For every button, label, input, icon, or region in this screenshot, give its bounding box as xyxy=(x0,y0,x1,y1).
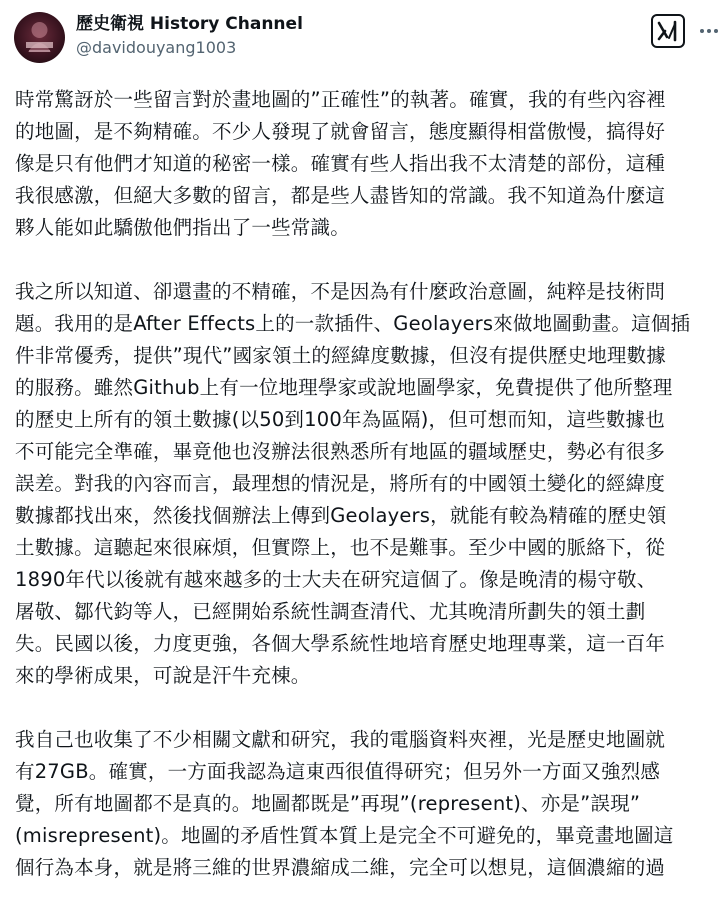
dot xyxy=(707,29,711,33)
grok-button[interactable] xyxy=(651,14,685,48)
post-body xyxy=(15,84,722,916)
grok-icon xyxy=(653,16,683,46)
author-display-name[interactable]: 歷史衛視 History Channel xyxy=(76,14,303,34)
history-channel-logo-icon xyxy=(14,12,65,63)
post-header xyxy=(0,0,725,86)
post-paragraph: 我之所以知道、卻還畫的不精確，不是因為有什麼政治意圖，純粹是技術問 題。我用的是After Effects上的一款插件、Geolayers來做地圖動畫。這個插 件非常優秀，提供”現代”國家領土的經緯度數據，但沒有提供歷史地理數據 的服務。雖然Github上有一位地理學家或說地圖學家，免費提供了他所整理 的歷史上所有的領土數據(以50到100年為區隔)，但可想而知，這些數據也 不可能完全準確，畢竟他也沒辦法很熟悉所有地區的疆域歷史，勢必有很多 誤差。對我的內容而言，最理想的情況是，將所有的中國領土變化的經緯度 數據都找出來，然後找個辦法上傳到Geolayers，就能有較為精確的歷史領 土數據。這聽起來很麻煩，但實際上，也不是難事。至少中國的脈絡下，從 1890年代以後就有越來越多的士大夫在研究這個了。像是晚清的楊守敬、 屠敬、鄒代鈞等人，已經開始系統性調查清代、尤其晚清所劃失的領土劃 失。民國以後，力度更強，各個大學系統性地培育歷史地理專業，這一百年 來的學術成果，可說是汗牛充棟。 xyxy=(15,280,691,687)
avatar[interactable] xyxy=(14,12,65,63)
post-paragraph: 我自己也收集了不少相關文獻和研究，我的電腦資料夾裡，光是歷史地圖就 有27GB。確實，一方面我認為這東西很值得研究；但另外一方面又強烈感 覺，所有地圖都不是真的。地圖都既是”再現”(represent)、亦是”誤現” (misrepresent)。地圖的矛盾性質本質上是完全不可避免的，畢竟畫地圖這 個行為本身，就是將三維的世界濃縮成二維，完全可以想見，這個濃縮的過 xyxy=(15,728,674,879)
dot xyxy=(714,29,718,33)
dot xyxy=(700,29,704,33)
post-paragraph: 時常驚訝於一些留言對於畫地圖的”正確性”的執著。確實，我的有些內容裡 的地圖，是不夠精確。不少人發現了就會留言，態度顯得相當傲慢，搞得好 像是只有他們才知道的秘密一樣。確實有些人指出我不太清楚的部份，這種 我很感激，但絕大多數的留言，都是些人盡皆知的常識。我不知道為什麼這 夥人能如此驕傲他們指出了一些常識。 xyxy=(15,88,667,239)
author-handle[interactable]: @davidouyang1003 xyxy=(76,38,237,57)
more-options-icon[interactable] xyxy=(695,14,723,48)
